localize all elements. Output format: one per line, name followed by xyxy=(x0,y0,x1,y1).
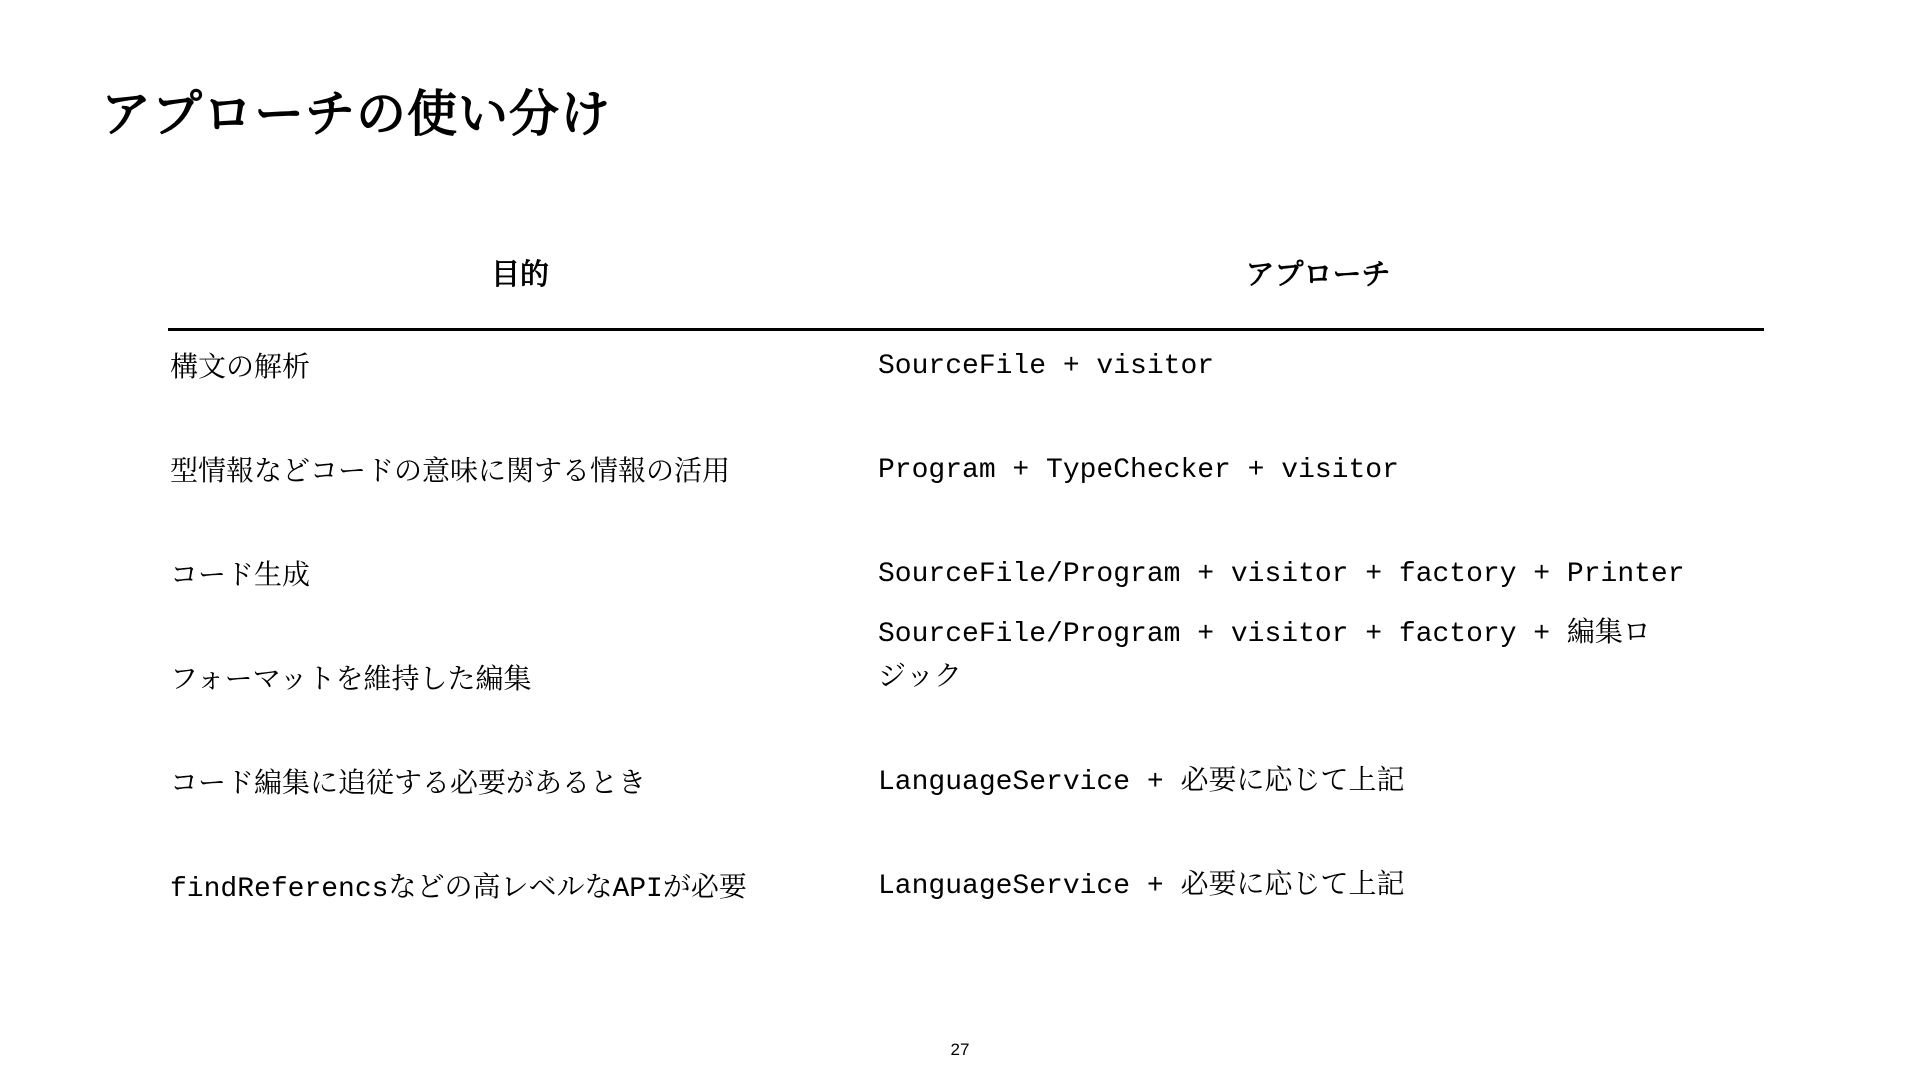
slide-title: アプローチの使い分け xyxy=(101,85,611,143)
purpose-text: などの高レベルな xyxy=(388,870,613,903)
code-text: API xyxy=(612,874,663,905)
purpose-cell: フォーマットを維持した編集 xyxy=(170,662,532,695)
header-approach: アプローチ xyxy=(1245,257,1391,291)
purpose-cell: 構文の解析 xyxy=(170,350,311,383)
purpose-cell: コード編集に追従する必要があるとき xyxy=(170,766,647,799)
approach-cell: Program + TypeChecker + visitor xyxy=(878,455,1399,486)
page-number: 27 xyxy=(950,1040,970,1059)
purpose-text: が必要 xyxy=(662,870,747,903)
approach-cell: LanguageService + 必要に応じて上記 xyxy=(878,767,1405,798)
approach-cell xyxy=(878,613,1758,701)
approach-cell: SourceFile + visitor xyxy=(878,351,1215,382)
approach-cell: SourceFile/Program + visitor + factory + Printer xyxy=(878,559,1685,590)
purpose-cell: 型情報などコードの意味に関する情報の活用 xyxy=(170,454,731,487)
table-header xyxy=(168,248,1764,331)
approach-line: ジック xyxy=(878,663,963,694)
code-text: findReferencs xyxy=(170,874,389,905)
purpose-cell xyxy=(170,867,860,910)
approach-table xyxy=(168,248,1764,905)
header-purpose: 目的 xyxy=(490,257,549,291)
purpose-cell: コード生成 xyxy=(170,558,311,591)
approach-cell: LanguageService + 必要に応じて上記 xyxy=(878,871,1405,902)
approach-line: SourceFile/Program + visitor + factory + 編集ロ xyxy=(878,619,1651,650)
